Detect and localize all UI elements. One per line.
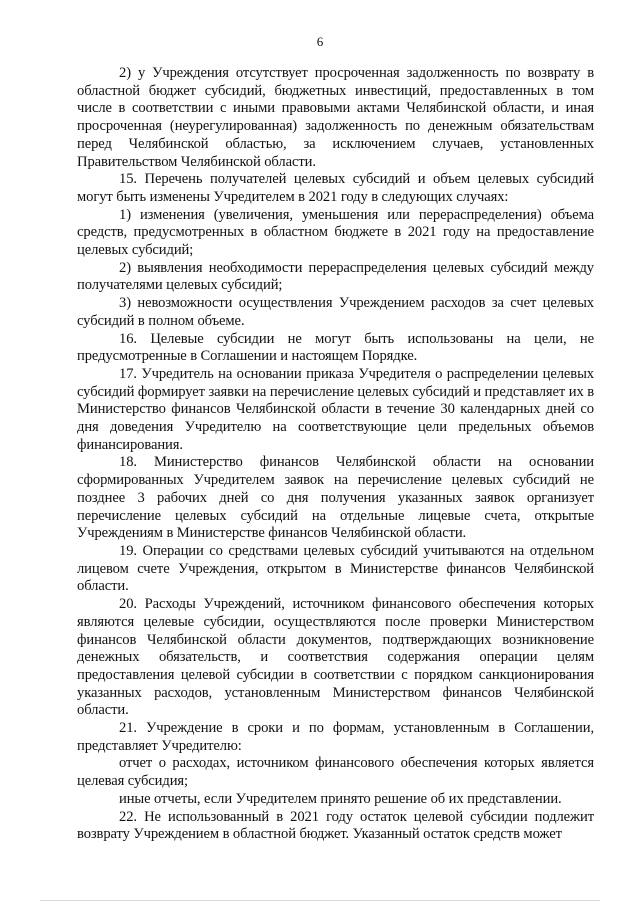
- paragraph-21-item-2: иные отчеты, если Учредителем принято решение об их представлении.: [119, 790, 562, 807]
- paragraph-15: 15. Перечень получателей целевых субсидий и объем целевых субсидий могут быть изменены Учредителем в 2021 году в следующих случаях:: [77, 171, 594, 205]
- paragraph-15-item-1: 1) изменения (увеличения, уменьшения или перераспределения) объема средств, предусмотренных в областном бюджете в 2021 году на предоставление целевых субсидий;: [77, 206, 594, 259]
- paragraph-15-item-2: 2) выявления необходимости перераспределения целевых субсидий между получателями целевых субсидий;: [77, 259, 594, 294]
- paragraph-22: 22. Не использованный в 2021 году остаток целевой субсидии подлежит возврату Учреждением в областной бюджет. Указанный остаток средств может: [77, 808, 594, 843]
- paragraph-17: 17. Учредитель на основании приказа Учредителя о распределении целевых субсидий формирует заявки на перечисление целевых субсидий и представляет их в Министерство финансов Челябинской области в течение 30 календарных дней со дня доведения Учредителю на соответствующие цели предельных объемов финансирования.: [77, 365, 594, 453]
- paragraph-15-item-3: 3) невозможности осуществления Учреждением расходов за счет целевых субсидий в полном объеме.: [77, 295, 594, 329]
- paragraph-18: 18. Министерство финансов Челябинской области на основании сформированных Учредителем заявок на перечисление целевых субсидий не позднее 3 рабочих дней со дня получения указанных заявок организует перечисление целевых субсидий на отдельные лицевые счета, открытые Учреждениям в Министерстве финансов Челябинской области.: [77, 454, 594, 542]
- paragraph-clause-2: 2) у Учреждения отсутствует просроченная задолженность по возврату в областной бюджет субсидий, бюджетных инвестиций, предоставленных в том числе в соответствии с иными правовыми актами Челябинской области, и иная просроченная (неурегулированная) задолженность по денежным обязательствам перед Челябинской областью, за исключением случаев, установленных Правительством Челябинской области.: [77, 65, 594, 170]
- document-body: [77, 65, 594, 844]
- page-number: 6: [316, 34, 324, 49]
- paragraph-19: 19. Операции со средствами целевых субсидий учитываются на отдельном лицевом счете Учреждения, открытом в Министерстве финансов Челябинской области.: [77, 542, 594, 595]
- paragraph-20: 20. Расходы Учреждений, источником финансового обеспечения которых являются целевые субсидии, осуществляются после проверки Министерством финансов Челябинской области документов, подтверждающих возникновение денежных обязательств, и соответствия содержания операции целям предоставления целевой субсидии в соответствии с порядком санкционирования указанных расходов, установленным Министерством финансов Челябинской области.: [77, 596, 594, 719]
- paragraph-16: 16. Целевые субсидии не могут быть использованы на цели, не предусмотренные в Соглашении и настоящем Порядке.: [77, 330, 594, 365]
- page-bottom-edge: [40, 900, 600, 901]
- paragraph-21-item-1: отчет о расходах, источником финансового обеспечения которых является целевая субсидия;: [77, 755, 594, 790]
- paragraph-21: 21. Учреждение в сроки и по формам, установленным в Соглашении, представляет Учредителю:: [77, 720, 594, 754]
